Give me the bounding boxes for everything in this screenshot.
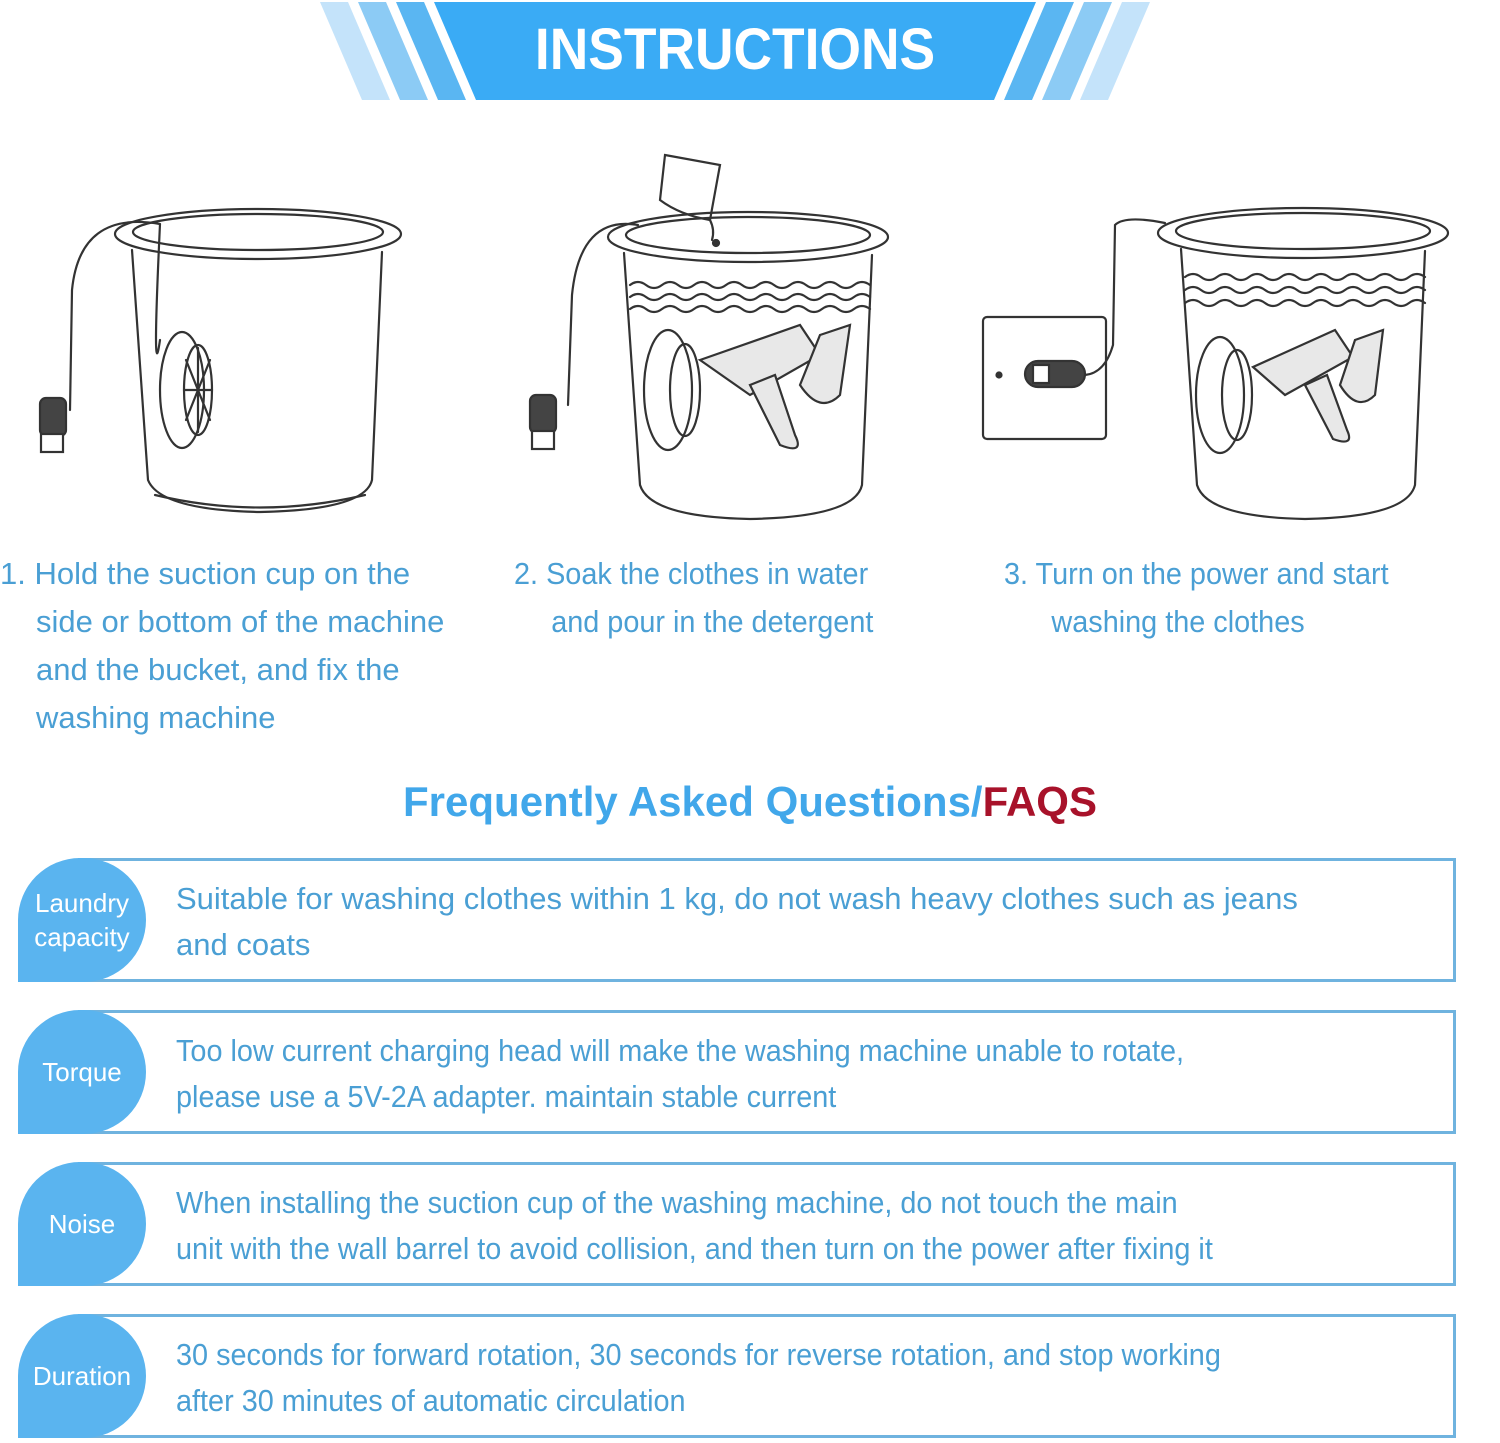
- faq-answer: [176, 1028, 1339, 1120]
- usb-cable-icon: [40, 222, 160, 452]
- step-3-illustration: [975, 195, 1450, 525]
- faq-label-badge: [18, 1314, 146, 1438]
- faq-label: Duration: [32, 1361, 132, 1391]
- faq-answer: [176, 1332, 1339, 1424]
- step-2-caption: [514, 550, 873, 646]
- faq-answer-line: and coats: [176, 927, 311, 962]
- step-2-line: Soak the clothes in water: [546, 556, 869, 591]
- wall-socket-icon: [983, 219, 1165, 439]
- step-1-line: and the bucket, and fix the: [36, 652, 400, 687]
- water-waves-icon: [1185, 274, 1425, 306]
- clothes-icon: [1253, 330, 1383, 442]
- faq-label: capacity: [34, 922, 130, 952]
- faq-label-badge: [18, 858, 146, 982]
- faq-answer: [176, 876, 1426, 968]
- step-1-number: 1.: [0, 556, 26, 591]
- faq-underline: [18, 1283, 1456, 1286]
- faq-answer-line: Too low current charging head will make the washing machine unable to rotate,: [176, 1033, 1185, 1068]
- faq-heading-main: Frequently Asked Questions/: [403, 778, 983, 825]
- usb-cable-icon: [530, 224, 638, 449]
- faq-item-laundry-capacity: [18, 858, 1456, 982]
- faq-answer-line: When installing the suction cup of the washing machine, do not touch the main: [176, 1185, 1178, 1220]
- faq-answer-line: Suitable for washing clothes within 1 kg, do not wash heavy clothes such as jeans: [176, 881, 1298, 916]
- step-2-illustration: [520, 145, 910, 525]
- water-waves-icon: [630, 282, 870, 312]
- faq-item-torque: [18, 1010, 1456, 1134]
- step-3-number: 3.: [1004, 556, 1029, 591]
- step-1-caption: [0, 550, 444, 742]
- step-1-line: side or bottom of the machine: [36, 604, 445, 639]
- washer-unit-icon: [644, 330, 700, 450]
- faq-heading: [0, 778, 1500, 826]
- step-2-line: and pour in the detergent: [551, 604, 874, 639]
- faq-underline: [18, 1131, 1456, 1134]
- faq-underline: [18, 979, 1456, 982]
- faq-label: Torque: [42, 1057, 122, 1087]
- faq-label: Noise: [48, 1209, 116, 1239]
- washer-unit-icon: [1196, 337, 1252, 453]
- step-3-line: washing the clothes: [1051, 604, 1305, 639]
- detergent-cup-icon: [660, 155, 720, 246]
- faq-answer-line: please use a 5V-2A adapter. maintain stable current: [176, 1079, 837, 1114]
- instructions-banner: [320, 2, 1150, 100]
- step-1-line: washing machine: [36, 700, 276, 735]
- faq-label: Laundry: [35, 888, 129, 918]
- banner-title: INSTRUCTIONS: [534, 17, 936, 82]
- faq-answer: [176, 1180, 1339, 1272]
- faq-item-noise: [18, 1162, 1456, 1286]
- step-3-caption: [1004, 550, 1389, 646]
- faq-item-duration: [18, 1314, 1456, 1438]
- step-1-illustration: [20, 190, 420, 520]
- faq-label-badge: [18, 1162, 146, 1286]
- step-1-line: Hold the suction cup on the: [34, 556, 411, 591]
- faq-label-badge: [18, 1010, 146, 1134]
- step-2-number: 2.: [514, 556, 539, 591]
- faq-answer-line: after 30 minutes of automatic circulation: [176, 1383, 686, 1418]
- faq-answer-line: 30 seconds for forward rotation, 30 seconds for reverse rotation, and stop working: [176, 1337, 1221, 1372]
- step-3-line: Turn on the power and start: [1035, 556, 1389, 591]
- faq-heading-accent: FAQS: [982, 778, 1097, 825]
- faq-answer-line: unit with the wall barrel to avoid collision, and then turn on the power after fixing it: [176, 1231, 1213, 1266]
- washer-unit-icon: [160, 332, 212, 448]
- clothes-icon: [700, 325, 850, 448]
- faq-underline: [18, 1435, 1456, 1438]
